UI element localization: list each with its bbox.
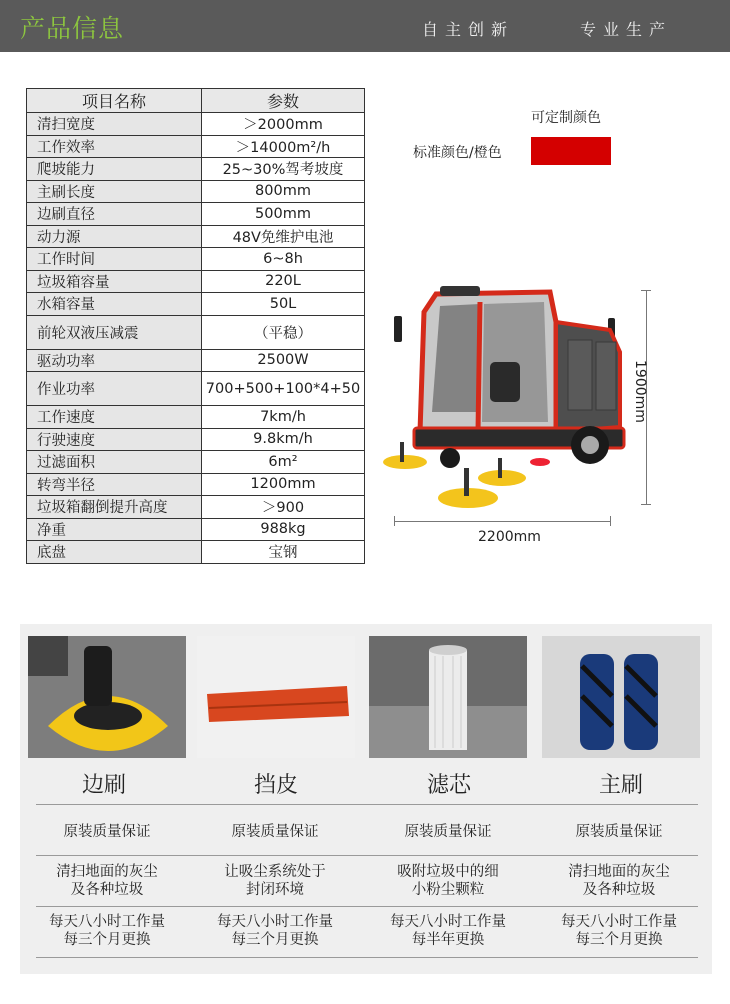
divider <box>36 906 698 907</box>
spec-name: 动力源 <box>27 225 202 248</box>
spec-name: 水箱容量 <box>27 293 202 316</box>
part-lifespan <box>539 913 699 949</box>
spec-value: 9.8km/h <box>202 428 365 451</box>
part-function-line: 清扫地面的灰尘 <box>568 864 670 880</box>
main-brush-photo <box>542 636 700 758</box>
part-lifespan-line: 每三个月更换 <box>63 932 151 948</box>
part-function-line: 封闭环境 <box>246 882 304 898</box>
height-dimension-tick <box>641 504 651 505</box>
part-quality: 原装质量保证 <box>575 824 663 840</box>
part-function <box>539 863 699 899</box>
part-quality: 原装质量保证 <box>404 824 492 840</box>
part-function-line: 及各种垃圾 <box>582 882 656 898</box>
spec-row <box>27 406 365 429</box>
spec-row <box>27 315 365 349</box>
spec-name: 工作速度 <box>27 406 202 429</box>
part-function <box>368 863 528 899</box>
spec-value: 25~30%驾考坡度 <box>202 158 365 181</box>
slogan-innovation: 自主创新 <box>422 20 515 39</box>
height-dimension-label: 1900mm <box>632 360 648 423</box>
part-lifespan-line: 每天八小时工作量 <box>217 914 333 930</box>
spec-row <box>27 496 365 519</box>
part-lifespan-line: 每天八小时工作量 <box>561 914 677 930</box>
part-lifespan <box>195 913 355 949</box>
page-title: 产品信息 <box>20 14 125 43</box>
part-quality: 原装质量保证 <box>231 824 319 840</box>
part-lifespan <box>27 913 187 949</box>
part-function-line: 吸附垃圾中的细 <box>397 864 499 880</box>
spec-value: 50L <box>202 293 365 316</box>
spec-row <box>27 473 365 496</box>
spec-name: 驱动功率 <box>27 349 202 372</box>
spec-row <box>27 293 365 316</box>
spec-value: 6~8h <box>202 248 365 271</box>
rubber-skirt-photo <box>197 636 355 758</box>
part-function-line: 及各种垃圾 <box>70 882 144 898</box>
spec-name: 主刷长度 <box>27 180 202 203</box>
spec-value: 2500W <box>202 349 365 372</box>
spec-row <box>27 225 365 248</box>
part-name-filter: 滤芯 <box>426 773 471 798</box>
spec-value: 700+500+100*4+50 <box>202 372 365 406</box>
spec-name: 垃圾箱翻倒提升高度 <box>27 496 202 519</box>
length-dimension-tick <box>610 516 611 526</box>
part-quality: 原装质量保证 <box>63 824 151 840</box>
length-dimension-label: 2200mm <box>478 529 541 545</box>
spec-row <box>27 203 365 226</box>
spec-value: 500mm <box>202 203 365 226</box>
spec-row <box>27 248 365 271</box>
spec-value: 988kg <box>202 518 365 541</box>
part-lifespan-line: 每三个月更换 <box>231 932 319 948</box>
color-swatch <box>531 137 611 165</box>
custom-color-label: 可定制颜色 <box>531 110 601 126</box>
spec-value: 800mm <box>202 180 365 203</box>
standard-color-label: 标准颜色/橙色 <box>413 145 502 161</box>
spec-name: 净重 <box>27 518 202 541</box>
spec-header-value: 参数 <box>202 89 365 113</box>
spec-name: 清扫宽度 <box>27 113 202 136</box>
spec-row <box>27 349 365 372</box>
part-lifespan-line: 每天八小时工作量 <box>390 914 506 930</box>
spec-value: ＞900 <box>202 496 365 519</box>
spec-name: 行驶速度 <box>27 428 202 451</box>
spec-name: 过滤面积 <box>27 451 202 474</box>
divider <box>36 957 698 958</box>
height-dimension-tick <box>641 290 651 291</box>
spec-name: 边刷直径 <box>27 203 202 226</box>
spec-value: 1200mm <box>202 473 365 496</box>
spec-row <box>27 270 365 293</box>
spec-row <box>27 451 365 474</box>
spec-name: 底盘 <box>27 541 202 564</box>
length-dimension-tick <box>394 516 395 526</box>
part-function-line: 清扫地面的灰尘 <box>56 864 158 880</box>
spec-row <box>27 180 365 203</box>
spec-value: 6m² <box>202 451 365 474</box>
spec-row <box>27 428 365 451</box>
part-lifespan-line: 每半年更换 <box>411 932 485 948</box>
part-function <box>27 863 187 899</box>
spec-name: 转弯半径 <box>27 473 202 496</box>
part-name-side-brush: 边刷 <box>81 773 126 798</box>
spec-row <box>27 135 365 158</box>
spec-name: 工作效率 <box>27 135 202 158</box>
spec-name: 爬坡能力 <box>27 158 202 181</box>
spec-name: 垃圾箱容量 <box>27 270 202 293</box>
spec-value: 220L <box>202 270 365 293</box>
spec-row <box>27 518 365 541</box>
spec-value: 宝钢 <box>202 541 365 564</box>
spec-value: ＞14000m²/h <box>202 135 365 158</box>
side-brush-photo <box>28 636 186 758</box>
spec-name: 前轮双液压减震 <box>27 315 202 349</box>
part-name-rubber-skirt: 挡皮 <box>253 773 298 798</box>
spec-header-row <box>27 89 365 113</box>
spec-value: ＞2000mm <box>202 113 365 136</box>
spec-value: 7km/h <box>202 406 365 429</box>
length-dimension-line <box>394 521 610 522</box>
filter-photo <box>369 636 527 758</box>
part-lifespan-line: 每天八小时工作量 <box>49 914 165 930</box>
part-function <box>195 863 355 899</box>
divider <box>36 804 698 805</box>
part-lifespan <box>368 913 528 949</box>
spec-row <box>27 541 365 564</box>
spec-value: 48V免维护电池 <box>202 225 365 248</box>
spec-header-name: 项目名称 <box>27 89 202 113</box>
part-function-line: 让吸尘系统处于 <box>224 864 326 880</box>
spec-row <box>27 372 365 406</box>
part-lifespan-line: 每三个月更换 <box>575 932 663 948</box>
part-function-line: 小粉尘颗粒 <box>411 882 485 898</box>
spec-row <box>27 158 365 181</box>
spec-table <box>26 88 365 564</box>
divider <box>36 855 698 856</box>
header-bar <box>0 0 730 52</box>
spec-row <box>27 113 365 136</box>
sweeper-machine-illustration <box>380 282 630 522</box>
spec-name: 工作时间 <box>27 248 202 271</box>
spec-name: 作业功率 <box>27 372 202 406</box>
part-name-main-brush: 主刷 <box>598 773 643 798</box>
slogan-production: 专业生产 <box>580 20 673 39</box>
spec-value: （平稳） <box>202 315 365 349</box>
